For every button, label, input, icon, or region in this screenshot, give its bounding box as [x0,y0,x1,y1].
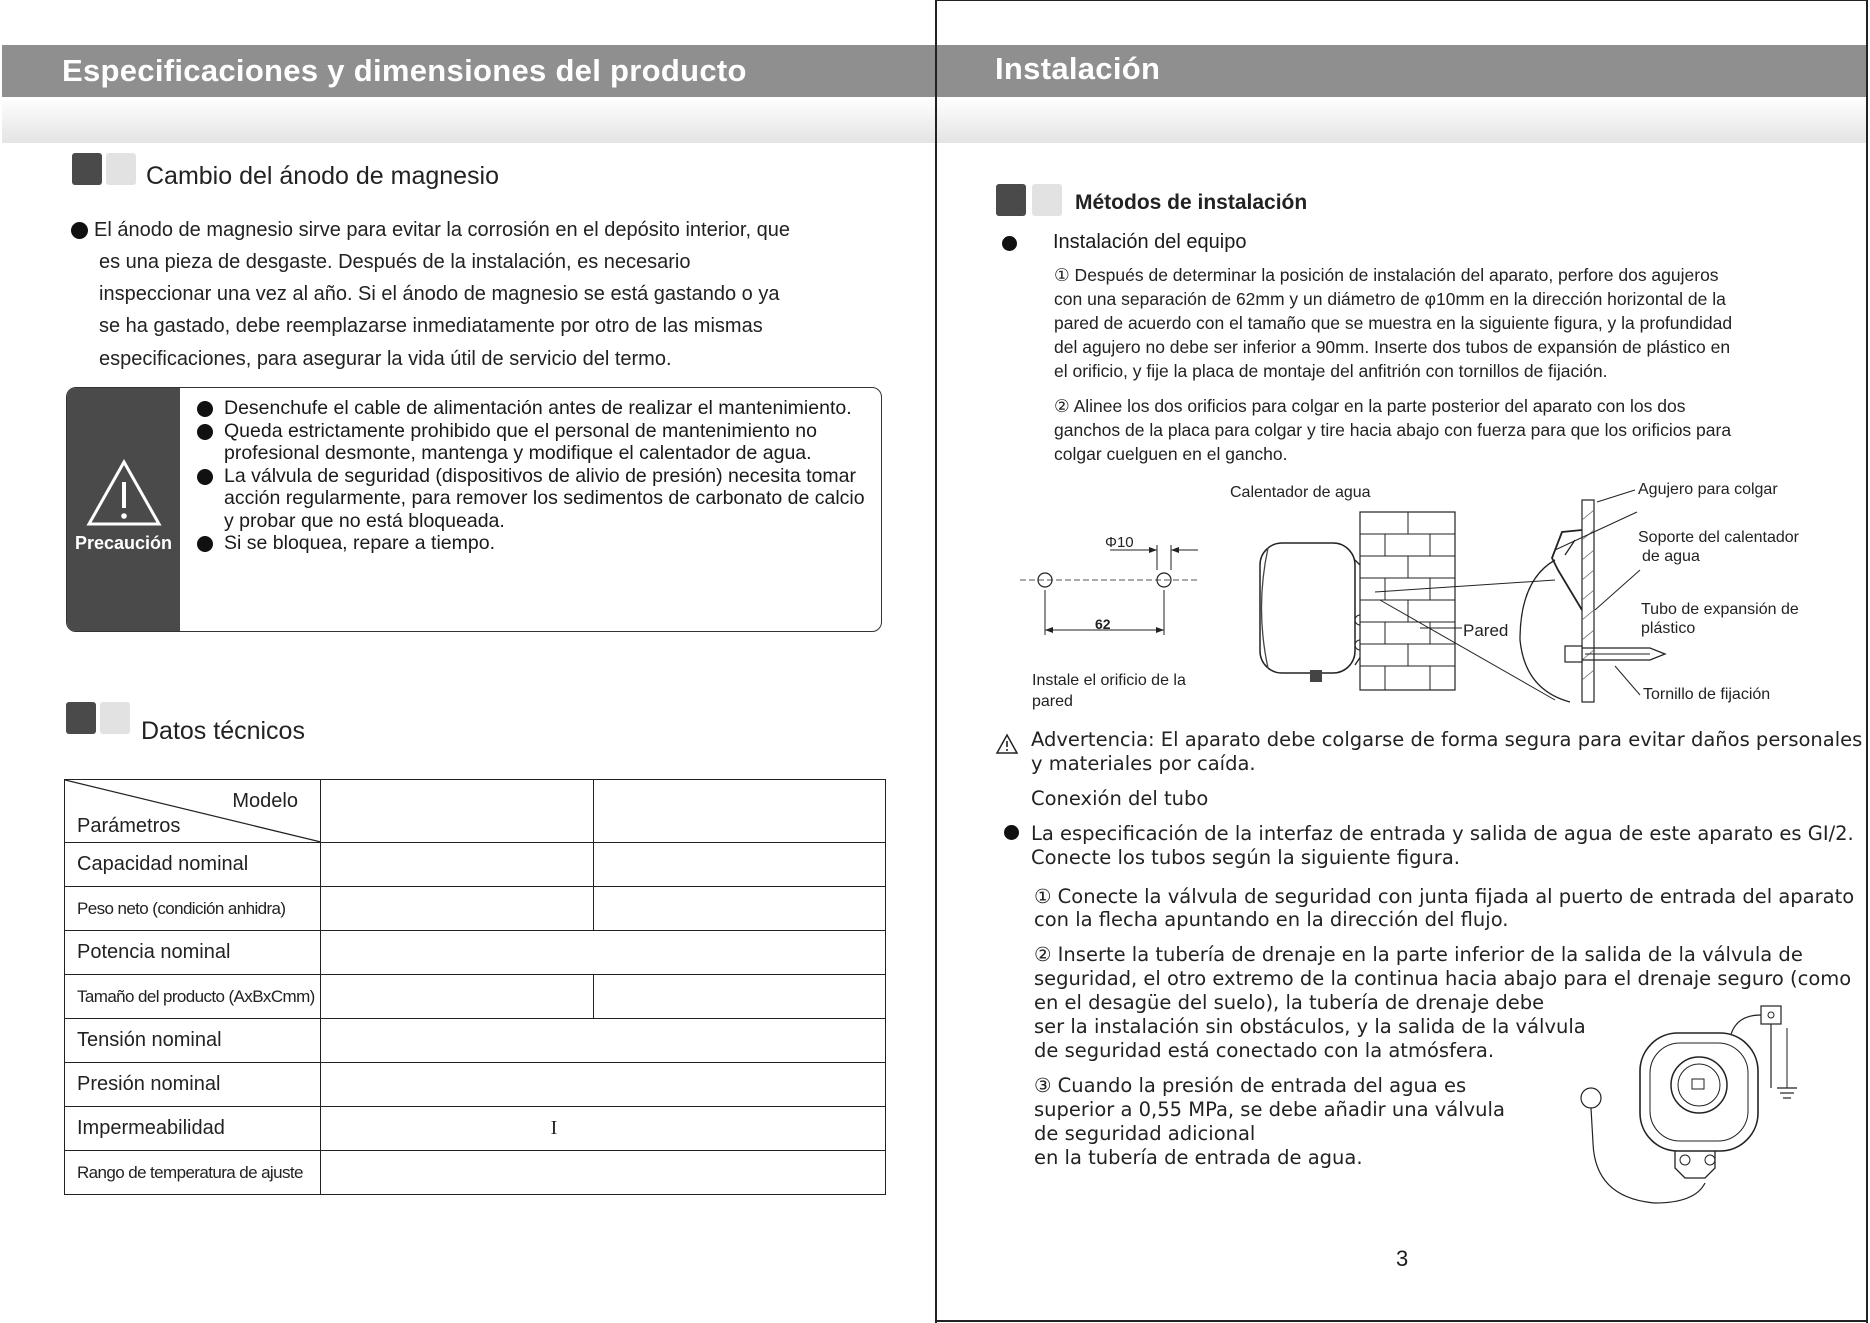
pipe-step2-line: seguridad, el otro extremo de la continua hacia abajo para el drenaje seguro (como [1034,967,1852,990]
step2-line: ② Alinee los dos orificios para colgar en la parte posterior del aparato con los dos [1054,396,1686,416]
interface-bullet [1004,825,1019,840]
impermeabilidad-value: I [321,1107,886,1151]
anode-line-1: El ánodo de magnesio sirve para evitar la corrosión en el depósito interior, que [94,219,790,241]
table-cell [321,887,594,931]
section-marker-light [106,153,136,185]
pipe-step3-line: superior a 0,55 MPa, se debe añadir una válvula [1034,1098,1505,1121]
table-cell [594,887,886,931]
row-label: Impermeabilidad [65,1107,321,1151]
label-diameter: Φ10 [1105,534,1134,551]
table-cell [321,975,594,1019]
heater-front-diagram [1565,998,1810,1213]
bullet-dot [197,424,213,440]
step2-line: colgar cuelguen en el gancho. [1054,444,1288,464]
detail-callout [1520,560,1570,702]
page-frame-right [1866,0,1868,1323]
heater-side-view [1260,543,1355,673]
section-marker-dark [996,184,1026,216]
caution-item-text: Queda estrictamente prohibido que el personal de mantenimiento no profesional desmonte, mantenga y modifique el calentador de agua. [224,419,817,464]
anode-line-4: se ha gastado, debe reemplazarse inmediatamente por otro de las mismas [99,315,763,337]
table-row [65,887,886,931]
table-cell [321,780,594,843]
pipe-step2-line: en el desagüe del suelo), la tubería de drenaje debe [1034,991,1545,1014]
table-row [65,1063,886,1107]
table-row [65,1151,886,1195]
table-row [65,975,886,1019]
label-wall-hole-2: pared [1032,693,1073,710]
caution-item [195,532,875,555]
caution-list [195,397,875,555]
tech-section-title: Datos técnicos [141,717,305,745]
equipment-title: Instalación del equipo [1053,231,1247,253]
warning-line: Advertencia: El aparato debe colgarse de forma segura para evitar daños personales [1031,728,1863,751]
step1-line: pared de acuerdo con el tamaño que se muestra en la siguiente figura, y la profundidad [1054,313,1733,333]
right-header-band [937,45,1866,97]
label-screw: Tornillo de fijación [1643,686,1771,703]
methods-title: Métodos de instalación [1075,191,1308,214]
caution-item [195,397,875,420]
table-row [65,780,886,843]
section-marker-light [100,702,130,734]
pipe-step1-line: con la flecha apuntando en la dirección del flujo. [1034,908,1509,931]
step1-line: ① Después de determinar la posición de instalación del aparato, perfore dos agujeros [1054,265,1719,285]
label-support-1: Soporte del calentador [1638,529,1799,546]
left-header-band [2,45,935,97]
anode-line-3: inspeccionar una vez al año. Si el ánodo de magnesio se está gastando o ya [99,283,780,305]
pipe-step3-line: en la tubería de entrada de agua. [1034,1146,1363,1169]
label-heater: Calentador de agua [1230,484,1371,501]
caution-item-text: Desenchufe el cable de alimentación antes de realizar el mantenimiento. [224,397,852,419]
anode-line-2: es una pieza de desgaste. Después de la instalación, es necesario [99,251,691,273]
pipe-step1-line: ① Conecte la válvula de seguridad con junta fijada al puerto de entrada del aparato [1034,885,1855,908]
row-label: Tensión nominal [65,1019,321,1063]
caution-label: Precaución [74,533,173,553]
warning-triangle-icon [85,458,163,528]
pipe-step3-line: ③ Cuando la presión de entrada del agua es [1034,1074,1467,1097]
step1-line: el orificio, y fije la placa de montaje del anfitrión con tornillos de fijación. [1054,361,1608,381]
heater-body [1640,1033,1758,1151]
label-hang-hole: Agujero para colgar [1638,481,1778,498]
table-row [65,1107,886,1151]
power-socket-icon [1761,1006,1781,1024]
pipe-step3-line: de seguridad adicional [1034,1122,1256,1145]
row-label: Potencia nominal [65,931,321,975]
table-cell [321,1151,886,1195]
header-model-label: Modelo [232,790,298,812]
anode-section-title: Cambio del ánodo de magnesio [146,162,500,190]
table-cell [321,1019,886,1063]
caution-sidebar [67,388,180,631]
right-page-title: Instalación [995,51,1161,86]
pipe-step2-line: de seguridad está conectado con la atmósfera. [1034,1039,1495,1062]
bullet-dot [197,469,213,485]
row-label: Peso neto (condición anhidra) [65,887,321,931]
step1-line: del agujero no debe ser inferior a 90mm. Inserte dos tubos de expansión de plástico en [1054,337,1731,357]
right-header-gradient [937,97,1866,143]
table-row [65,931,886,975]
section-marker-light [1032,184,1062,216]
anode-bullet [71,222,88,239]
caution-item-text: Si se bloquea, repare a tiempo. [224,532,496,554]
step2-line: ganchos de la placa para colgar y tire hacia abajo con fuerza para que los orificios para [1054,420,1732,440]
interface-line: Conecte los tubos según la siguiente figura. [1031,846,1460,869]
page-number: 3 [1396,1246,1409,1271]
table-cell [321,1063,886,1107]
label-wall: Pared [1463,621,1509,640]
shower-head-icon [1581,1088,1601,1108]
caution-box [66,387,882,632]
table-row [65,843,886,887]
interface-line: La especificación de la interfaz de entrada y salida de agua de este aparato es GI/2. [1031,822,1854,845]
table-cell [321,843,594,887]
step1-line: con una separación de 62mm y un diámetro de φ10mm en la dirección horizontal de la [1054,289,1726,309]
row-label: Rango de temperatura de ajuste [65,1151,321,1195]
row-label: Capacidad nominal [65,843,321,887]
row-label: Presión nominal [65,1063,321,1107]
label-tube-2: plástico [1641,620,1696,637]
warning-line: y materiales por caída. [1031,752,1256,775]
section-marker-dark [66,702,96,734]
label-wall-hole-1: Instale el orificio de la [1032,672,1186,689]
label-support-2: de agua [1642,548,1700,565]
table-row [65,1019,886,1063]
caution-item [195,420,875,465]
left-page-title: Especificaciones y dimensiones del producto [62,53,747,88]
table-cell [594,975,886,1019]
anode-line-5: especificaciones, para asegurar la vida útil de servicio del termo. [99,348,672,370]
page-frame-bottom [936,1320,1868,1322]
caution-item-text: La válvula de seguridad (dispositivos de alivio de presión) necesita tomar acción regularmente, para remover los sedimentos de carbonato de calcio y probar que no está bloqueada. [224,464,865,532]
page-divider [935,0,937,1323]
header-params-label: Parámetros [77,815,181,837]
pipe-title: Conexión del tubo [1031,787,1209,810]
left-header-gradient [2,97,935,143]
section-marker-dark [72,153,102,185]
heater-bracket [1552,530,1582,610]
bullet-dot [197,401,213,417]
caution-item [195,465,875,533]
row-label: Tamaño del producto (AxBxCmm) [65,975,321,1019]
pipe-step2-line: ② Inserte la tubería de drenaje en la parte inferior de la salida de la válvula de [1034,943,1803,966]
table-cell [594,780,886,843]
page-frame-top [936,0,1868,1]
pipe-step2-line: ser la instalación sin obstáculos, y la salida de la válvula [1034,1015,1586,1038]
table-cell [321,931,886,975]
table-cell [594,843,886,887]
warning-small-icon [995,733,1019,755]
bullet-dot [197,536,213,552]
label-spacing: 62 [1095,616,1111,632]
label-tube-1: Tubo de expansión de [1641,601,1799,618]
tech-specs-table [64,779,886,1195]
equipment-bullet [1002,236,1017,251]
table-header-corner [65,780,321,843]
